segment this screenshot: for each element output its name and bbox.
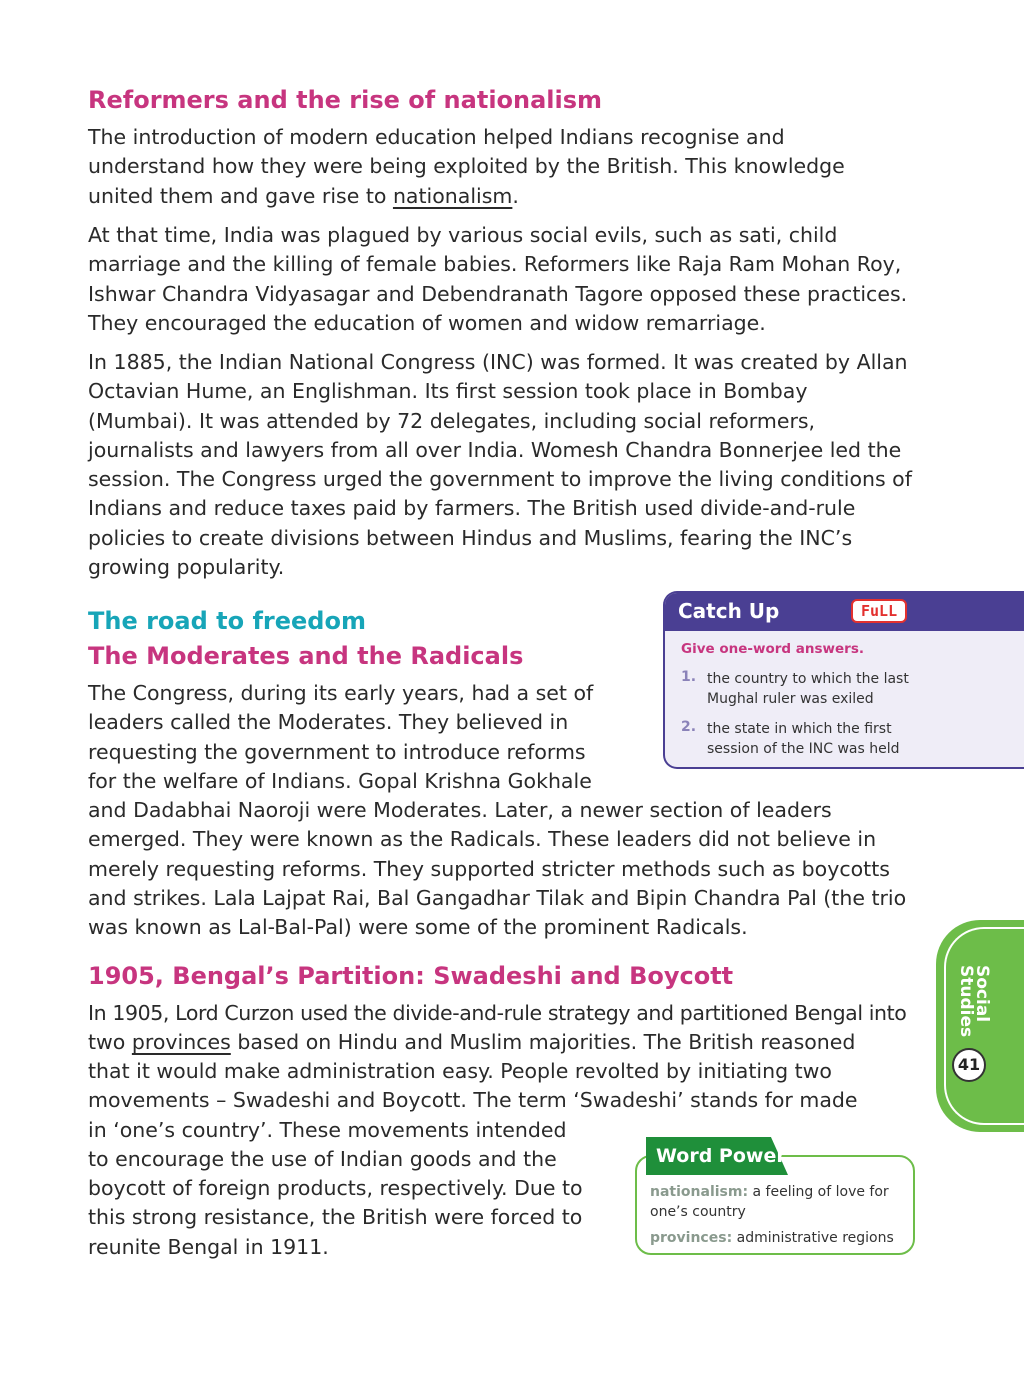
word-power-entry	[650, 1182, 905, 1222]
paragraph-bengal-line8: this strong resistance, the British were forced to	[88, 1205, 583, 1229]
question-text: the state in which the first session of the INC was held	[707, 721, 900, 757]
paragraph-radicals: and Dadabhai Naoroji were Moderates. Later, a newer section of leaders emerged. They were known as the Radicals. These leaders did not believe in merely requesting reforms. They supported stricter methods such as boycotts and strikes. Lala Lajpat Rai, Bal Gangadhar Tilak and Bipin Chandra Pal (the trio was known as Lal-Bal-Pal) were some of the prominent Radicals.	[88, 798, 907, 940]
word-power-term: nationalism:	[650, 1184, 749, 1200]
page-number: 41	[952, 1048, 986, 1082]
paragraph-bengal-line6: to encourage the use of Indian goods and the	[88, 1147, 557, 1171]
word-power-entry	[650, 1228, 905, 1248]
paragraph-bengal-line2: two provinces based on Hindu and Muslim majorities. The British reasoned	[88, 1030, 856, 1054]
subject-label-line2: Studies	[956, 965, 976, 1038]
paragraph-bengal-line1: In 1905, Lord Curzon used the divide-and-rule strategy and partitioned Bengal into	[88, 1001, 907, 1025]
subheading-moderates-radicals: The Moderates and the Radicals	[88, 642, 524, 670]
term-nationalism: nationalism	[392, 183, 513, 208]
paragraph-social-evils: At that time, India was plagued by various social evils, such as sati, child marriage and the killing of female babies. Reformers like Raja Ram Mohan Roy, Ishwar Chandra Vidyasagar and Debendranath Tagore opposed these practices. They encouraged the education of women and widow remarriage.	[88, 223, 908, 335]
question-number: 2.	[681, 719, 697, 735]
catch-up-instruction: Give one-word answers.	[681, 641, 864, 657]
word-power-definition: a feeling of love for one’s country	[650, 1184, 889, 1220]
question-text: the country to which the last Mughal ruler was exiled	[707, 671, 909, 707]
paragraph-bengal-line4: movements – Swadeshi and Boycott. The term ‘Swadeshi’ stands for made	[88, 1088, 858, 1112]
heading-reformers: Reformers and the rise of nationalism	[88, 86, 603, 114]
catch-up-box	[663, 591, 1024, 769]
catch-up-title: Catch Up	[678, 599, 780, 623]
heading-road-to-freedom: The road to freedom	[88, 607, 366, 635]
term-provinces: provinces	[131, 1030, 231, 1054]
paragraph-modern-education: The introduction of modern education helped Indians recognise and understand how they were being exploited by the British. This knowledge united them and gave rise to nationalism.	[88, 125, 845, 208]
paragraph-bengal-line5: in ‘one’s country’. These movements intended	[88, 1118, 567, 1142]
subject-label	[953, 960, 1013, 1040]
catch-up-header	[665, 593, 1024, 631]
paragraph-moderates-line2: leaders called the Moderates. They believed in	[88, 710, 569, 734]
paragraph-bengal-line7: boycott of foreign products, respectively. Due to	[88, 1176, 583, 1200]
word-power-term: provinces:	[650, 1230, 733, 1246]
heading-bengal-partition: 1905, Bengal’s Partition: Swadeshi and Boycott	[88, 962, 734, 990]
paragraph-moderates-line3: requesting the government to introduce reforms	[88, 740, 586, 764]
paragraph-inc-formation: In 1885, the Indian National Congress (INC) was formed. It was created by Allan Octavian Hume, an Englishman. Its first session took place in Bombay (Mumbai). It was attended by 72 delegates, including social reformers, journalists and lawyers from all over India. Womesh Chandra Bonnerjee led the session. The Congress urged the government to improve the living conditions of Indians and reduce taxes paid by farmers. The British used divide-and-rule policies to create divisions between Hindus and Muslims, fearing the INC’s growing popularity.	[88, 350, 912, 580]
paragraph-moderates-line4: for the welfare of Indians. Gopal Krishna Gokhale	[88, 769, 592, 793]
word-power-definition: administrative regions	[732, 1230, 894, 1246]
paragraph-bengal-line9: reunite Bengal in 1911.	[88, 1235, 329, 1259]
paragraph-bengal-line3: that it would make administration easy. People revolted by initiating two	[88, 1059, 832, 1083]
full-badge: FuLL	[851, 599, 907, 623]
question-number: 1.	[681, 669, 697, 685]
paragraph-moderates-line1: The Congress, during its early years, had a set of	[88, 681, 594, 705]
subject-label-line1: Social	[972, 965, 992, 1023]
word-power-title: Word Power	[656, 1145, 786, 1167]
